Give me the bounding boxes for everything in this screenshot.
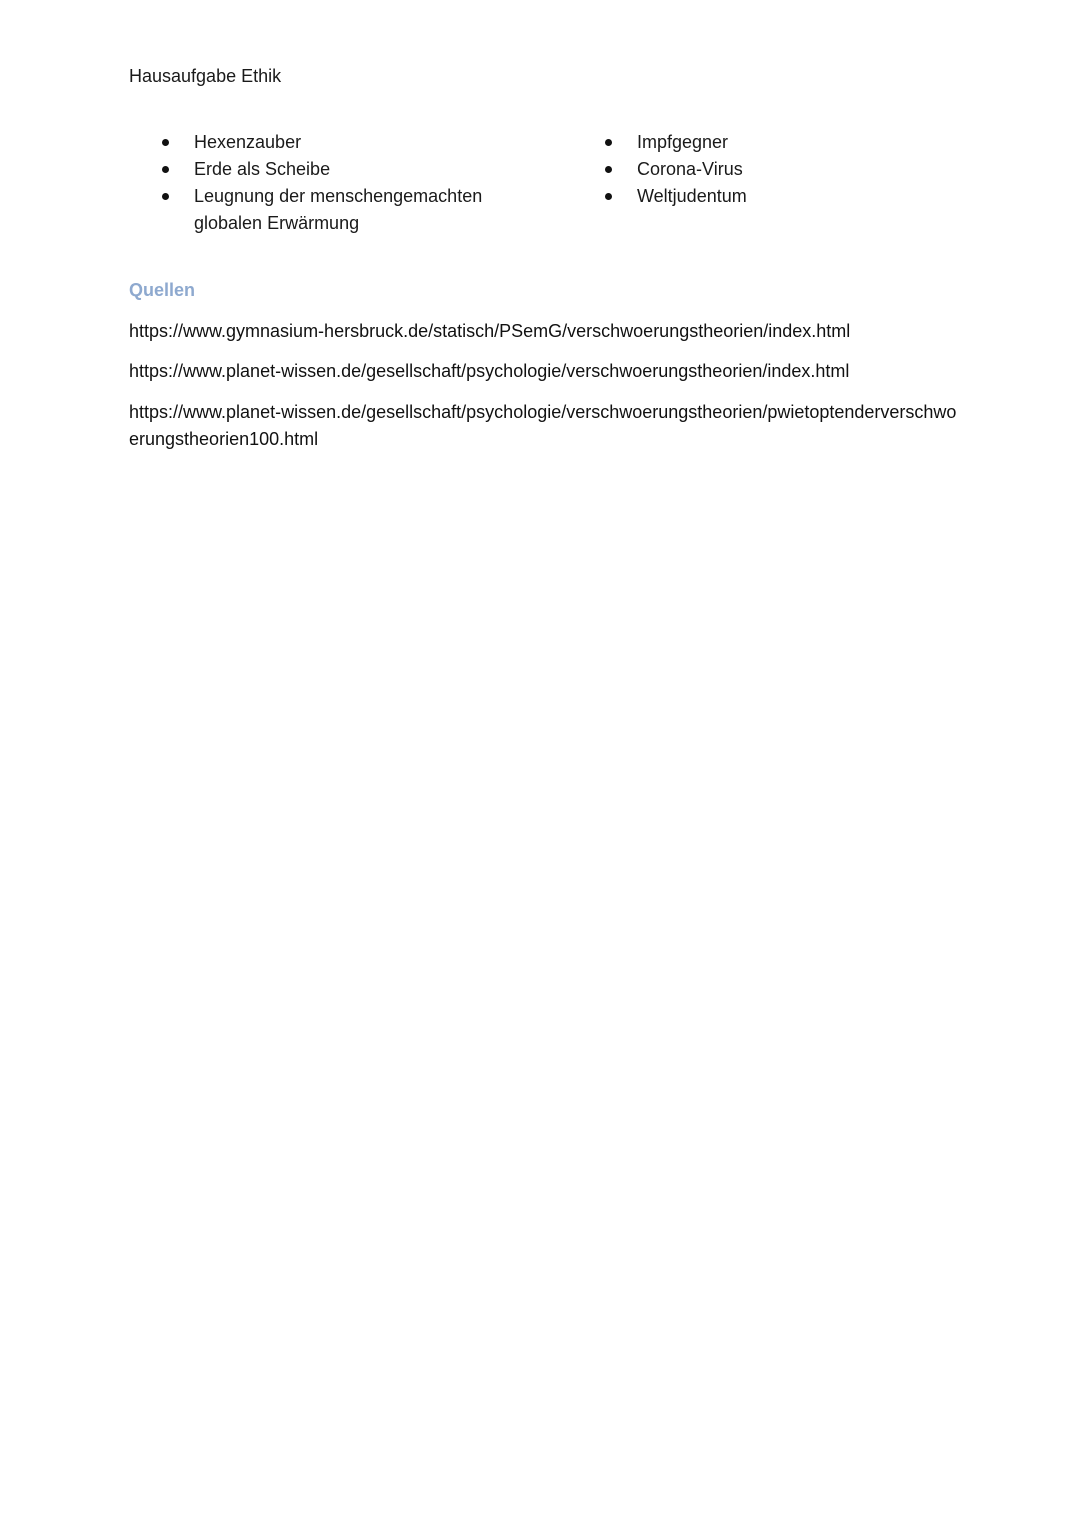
page-header: Hausaufgabe Ethik xyxy=(129,66,282,86)
bullet-icon xyxy=(605,193,612,200)
list-item xyxy=(605,129,905,156)
source-link[interactable]: https://www.gymnasium-hersbruck.de/statisch/PSemG/verschwoerungstheorien/index.html xyxy=(129,321,851,341)
list-item xyxy=(162,129,492,156)
bullet-icon xyxy=(162,139,169,146)
list-item-text: Weltjudentum xyxy=(637,186,747,206)
source-link[interactable]: https://www.planet-wissen.de/gesellschaft/psychologie/verschwoerungstheorien/pwietoptenderverschwoerungstheorien100.html xyxy=(129,402,957,449)
list-item-text: Corona-Virus xyxy=(637,159,743,179)
bullet-list-right xyxy=(605,129,905,210)
source-link[interactable]: https://www.planet-wissen.de/gesellschaft/psychologie/verschwoerungstheorien/index.html xyxy=(129,361,850,381)
list-item xyxy=(162,183,492,237)
list-item-text: Impfgegner xyxy=(637,132,729,152)
bullet-icon xyxy=(605,139,612,146)
bullet-icon xyxy=(605,166,612,173)
list-item xyxy=(162,156,492,183)
list-item xyxy=(605,183,905,210)
list-item xyxy=(605,156,905,183)
bullet-icon xyxy=(162,166,169,173)
bullet-list-left xyxy=(162,129,492,237)
list-item-text: Erde als Scheibe xyxy=(194,159,331,179)
list-item-text: Leugnung der menschengemachten globalen Erwärmung xyxy=(194,186,483,233)
sources-heading: Quellen xyxy=(129,280,196,300)
bullet-icon xyxy=(162,193,169,200)
list-item-text: Hexenzauber xyxy=(194,132,302,152)
